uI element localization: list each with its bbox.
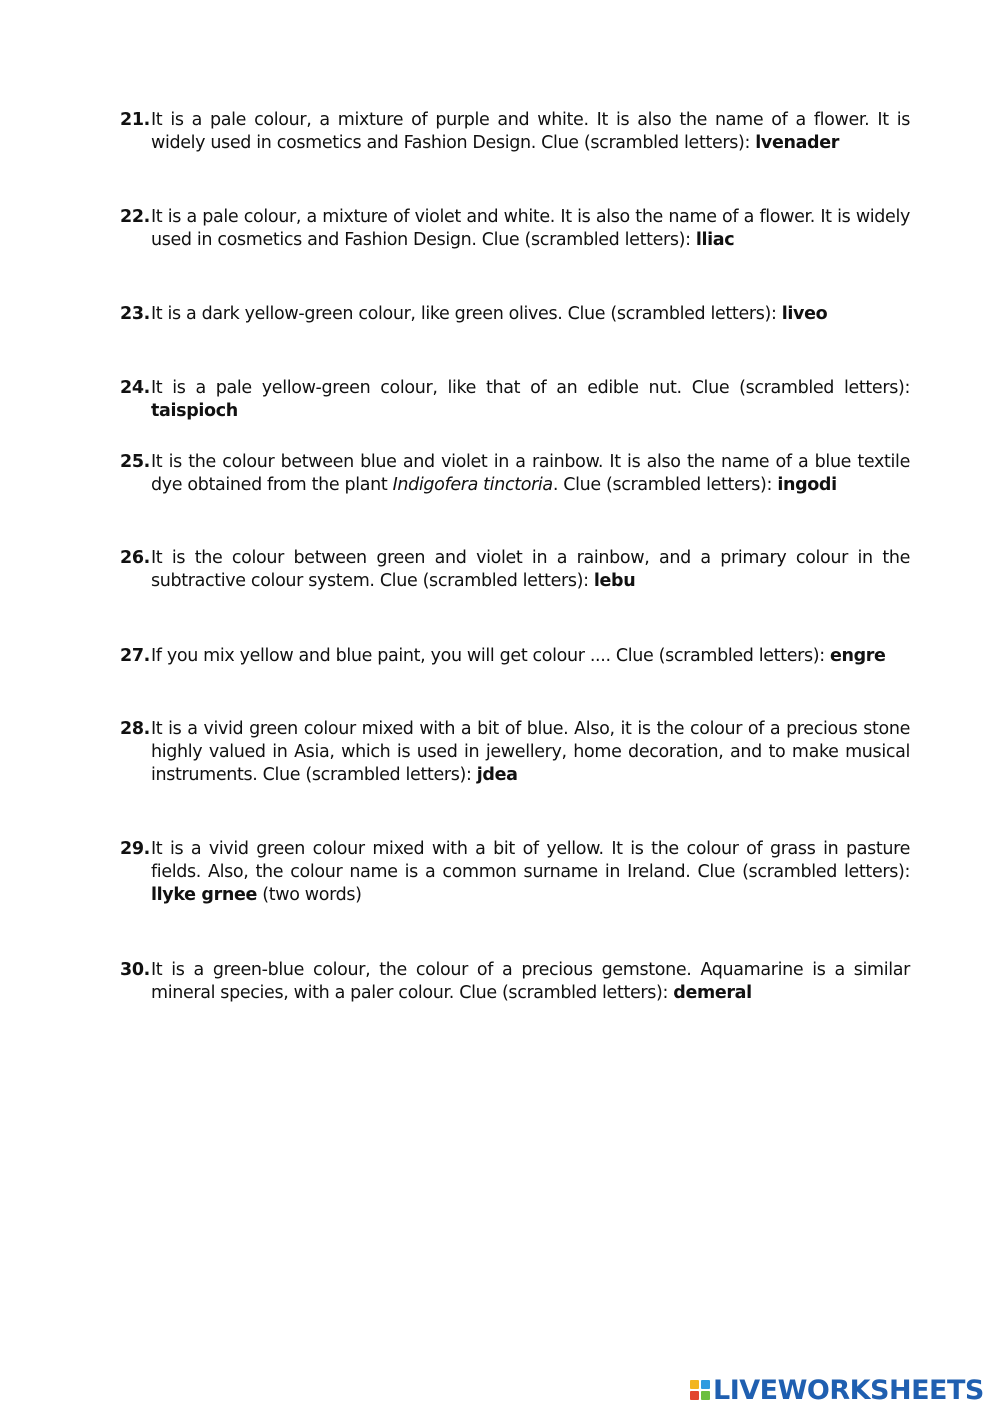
logo-tile	[690, 1391, 699, 1400]
logo-tile	[701, 1391, 710, 1400]
question-27	[120, 645, 910, 668]
question-23	[120, 303, 910, 326]
question-body: It is the colour between green and violet in a rainbow, and a primary colour in the subtractive colour system. Clue (scrambled letters):	[151, 548, 910, 591]
question-text	[151, 303, 910, 326]
question-26	[120, 547, 910, 593]
question-body: It is a dark yellow-green colour, like green olives. Clue (scrambled letters):	[151, 304, 782, 324]
scrambled-clue: lebu	[593, 571, 636, 591]
question-body: If you mix yellow and blue paint, you will get colour .... Clue (scrambled letters):	[151, 646, 830, 666]
question-text	[151, 109, 910, 155]
question-30	[120, 959, 910, 1005]
question-28	[120, 718, 910, 787]
scrambled-clue: liveo	[781, 304, 828, 324]
question-body: It is a pale colour, a mixture of violet and white. It is also the name of a flower. It is widely used in cosmetics and Fashion Design. Clue (scrambled letters):	[151, 207, 910, 250]
question-text	[151, 718, 910, 787]
question-22	[120, 206, 910, 252]
question-text	[151, 959, 910, 1005]
logo-tile	[701, 1380, 710, 1389]
scrambled-clue: engre	[829, 646, 886, 666]
question-body: It is a pale yellow-green colour, like that of an edible nut. Clue (scrambled letters):	[151, 378, 910, 398]
question-number: 24.	[120, 378, 150, 398]
question-note: (two words)	[257, 885, 362, 905]
question-number: 22.	[120, 207, 150, 227]
question-text	[151, 838, 910, 907]
question-number: 29.	[120, 839, 150, 859]
question-body-cont: . Clue (scrambled letters):	[552, 475, 778, 495]
scrambled-clue: ingodi	[777, 475, 837, 495]
scrambled-clue: lliac	[695, 230, 735, 250]
question-number: 21.	[120, 110, 150, 130]
scrambled-clue: lvenader	[755, 133, 840, 153]
question-text	[151, 377, 910, 423]
scrambled-clue: taispioch	[151, 401, 238, 421]
question-body: It is a vivid green colour mixed with a bit of blue. Also, it is the colour of a precious stone highly valued in Asia, which is used in jewellery, home decoration, and to make musical instruments. Clue (scrambled letters):	[151, 719, 910, 785]
question-text	[151, 547, 910, 593]
question-24	[120, 377, 910, 423]
scrambled-clue: demeral	[673, 983, 752, 1003]
question-body: It is a pale colour, a mixture of purple and white. It is also the name of a flower. It is widely used in cosmetics and Fashion Design. Clue (scrambled letters):	[151, 110, 910, 153]
logo-tiles-icon	[690, 1380, 710, 1400]
question-text	[151, 206, 910, 252]
question-29	[120, 838, 910, 907]
question-number: 27.	[120, 646, 150, 666]
question-body: It is a vivid green colour mixed with a bit of yellow. It is the colour of grass in pasture fields. Also, the colour name is a common surname in Ireland. Clue (scrambled letters):	[151, 839, 910, 882]
plant-name: Indigofera tinctoria	[392, 475, 553, 495]
question-25	[120, 451, 910, 497]
liveworksheets-logo	[690, 1374, 984, 1406]
logo-text: LIVEWORKSHEETS	[713, 1374, 984, 1406]
scrambled-clue: jdea	[476, 765, 518, 785]
question-body: It is the colour between blue and violet in a rainbow. It is also the name of a blue textile dye obtained from the plant	[151, 452, 910, 495]
question-text	[151, 645, 910, 668]
question-text	[151, 451, 910, 497]
question-body: It is a green-blue colour, the colour of a precious gemstone. Aquamarine is a similar mineral species, with a paler colour. Clue (scrambled letters):	[151, 960, 910, 1003]
question-number: 30.	[120, 960, 150, 980]
question-number: 26.	[120, 548, 150, 568]
question-number: 28.	[120, 719, 150, 739]
scrambled-clue: llyke grnee	[151, 885, 258, 905]
question-number: 25.	[120, 452, 150, 472]
question-21	[120, 109, 910, 155]
logo-tile	[690, 1380, 699, 1389]
question-number: 23.	[120, 304, 150, 324]
